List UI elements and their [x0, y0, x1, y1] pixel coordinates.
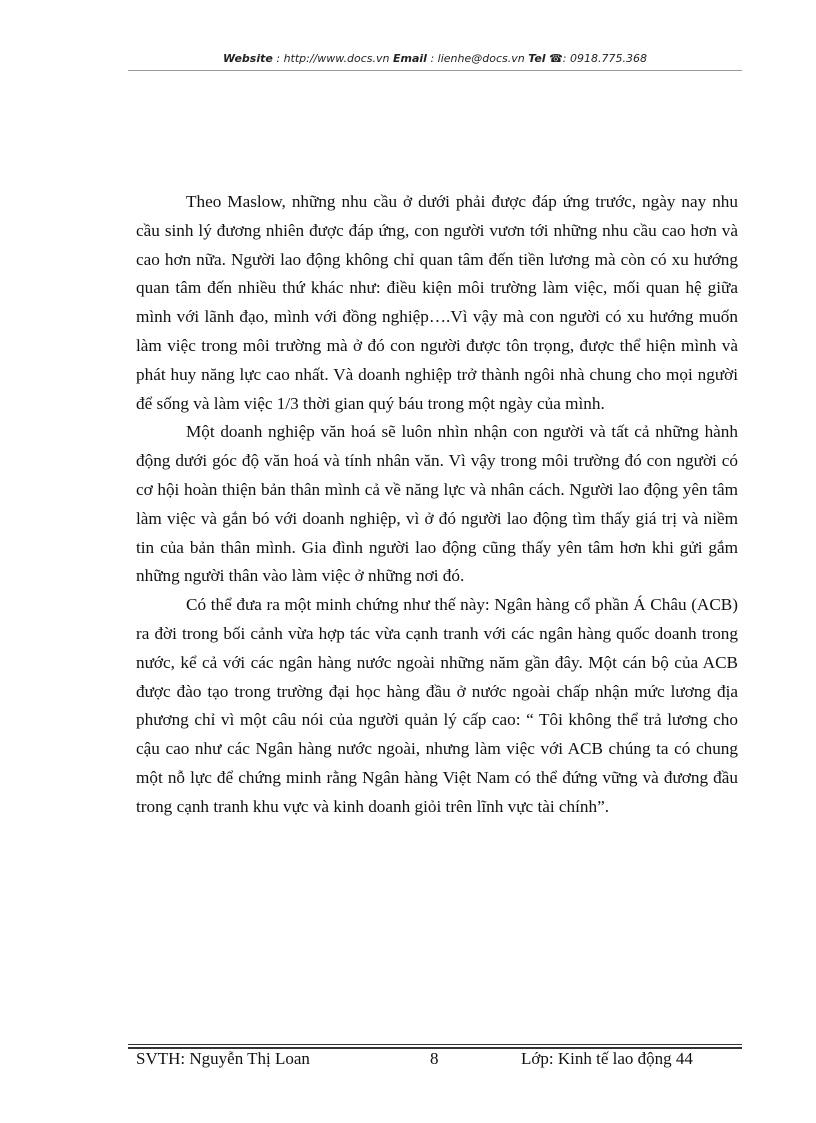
tel-label: Tel [528, 52, 546, 65]
phone-icon: ☎ [549, 52, 563, 65]
footer-student: SVTH: Nguyễn Thị Loan [136, 1049, 310, 1068]
footer-divider-thin [128, 1044, 742, 1045]
website-url[interactable]: http://www.docs.vn [283, 52, 390, 65]
page-number: 8 [430, 1049, 439, 1068]
paragraph-maslow: Theo Maslow, những nhu cầu ở dưới phải được đáp ứng trước, ngày nay nhu cầu sinh lý đương nhiên được đáp ứng, con người vươn tới những nhu cầu cao hơn và cao hơn nữa. Người lao động không chỉ quan tâm đến tiền lương mà còn có xu hướng quan tâm đến nhiều thứ khác như: điều kiện môi trường làm việc, mối quan hệ giữa mình với lãnh đạo, mình với đồng nghiệp….Vì vậy mà con người có xu hướng muốn làm việc trong môi trường mà ở đó con người được tôn trọng, được thể hiện mình và phát huy năng lực cao nhất. Và doanh nghiệp trở thành ngôi nhà chung cho mọi người để sống và làm việc 1/3 thời gian quý báu trong một ngày của mình. [136, 192, 738, 413]
email-label: Email [393, 52, 427, 65]
phone-number: 0918.775.368 [569, 52, 647, 65]
page-header: Website : http://www.docs.vn Email : lienhe@docs.vn Tel ☎: 0918.775.368 [223, 52, 647, 65]
footer-class: Lớp: Kinh tế lao động 44 [521, 1049, 693, 1068]
paragraph-culture: Một doanh nghiệp văn hoá sẽ luôn nhìn nhận con người và tất cả những hành động dưới góc độ văn hoá và tính nhân văn. Vì vậy trong môi trường đó con người có cơ hội hoàn thiện bản thân mình cả về năng lực và nhân cách. Người lao động yên tâm làm việc và gắn bó với doanh nghiệp, vì ở đó người lao động tìm thấy giá trị và niềm tin của bản thân mình. Gia đình người lao động cũng thấy yên tâm hơn khi gửi gắm những người thân vào làm việc ở những nơi đó. [136, 422, 738, 586]
paragraph-acb-example: Có thể đưa ra một minh chứng như thế này: Ngân hàng cổ phần Á Châu (ACB) ra đời trong bối cảnh vừa hợp tác vừa cạnh tranh với các ngân hàng quốc doanh trong nước, kể cả với các ngân hàng nước ngoài những năm gần đây. Một cán bộ của ACB được đào tạo trong trường đại học hàng đầu ở nước ngoài chấp nhận mức lương địa phương chỉ vì một câu nói của người quản lý cấp cao: “ Tôi không thể trả lương cho cậu cao như các Ngân hàng nước ngoài, nhưng làm việc với ACB chúng ta có chung một nỗ lực để chứng minh rằng Ngân hàng Việt Nam có thể đứng vững và đương đầu trong cạnh tranh khu vực và kinh doanh giỏi trên lĩnh vực tài chính”. [136, 595, 738, 816]
email-address[interactable]: lienhe@docs.vn [437, 52, 525, 65]
document-body [136, 188, 738, 822]
header-divider [128, 70, 742, 71]
website-label: Website [223, 52, 273, 65]
